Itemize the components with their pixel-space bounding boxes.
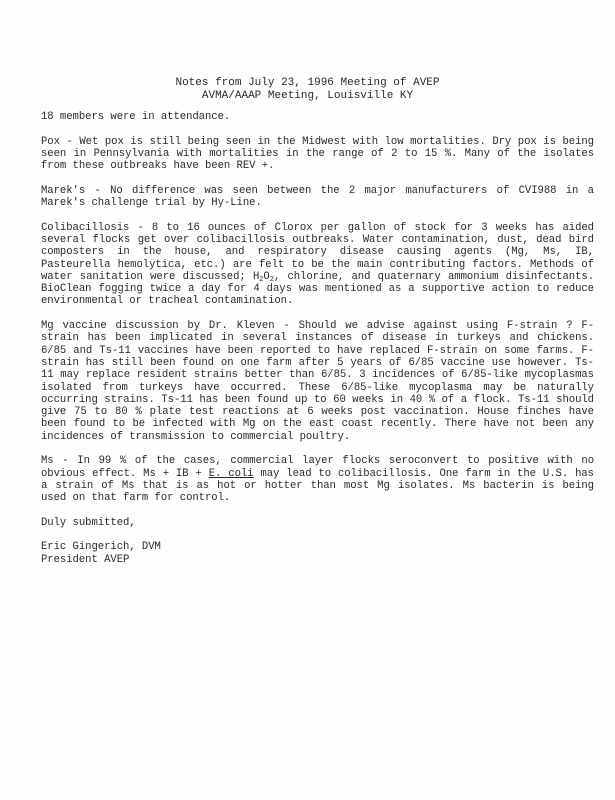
signature-name: Eric Gingerich, DVM (41, 541, 161, 554)
oxygen-symbol: O (263, 270, 270, 283)
attendance-paragraph: 18 members were in attendance. (41, 111, 231, 123)
signature-title: President AVEP (41, 553, 130, 566)
mareks-paragraph: Marek's - No difference was seen between the 2 major manufacturers of CVI988 in a Marek's challenge trial by Hy-Line. (41, 184, 594, 210)
colibacillosis-paragraph (41, 222, 594, 308)
ms-text-2: may lead to colibacillosis. One farm in the U.S. has a strain of Ms that is as hot or hotter than most Mg isolates. Ms bacterin is being used on that farm for control. (41, 467, 594, 505)
pox-paragraph: Pox - Wet pox is still being seen in the Midwest with low mortalities. Dry pox is being seen in Pennsylvania with mortalities in the range of 2 to 15 %. Many of the isolates from these outbreaks have been REV +. (41, 135, 594, 173)
document-body (41, 111, 594, 566)
document-title: Notes from July 23, 1996 Meeting of AVEP (175, 77, 440, 89)
mg-vaccine-paragraph: Mg vaccine discussion by Dr. Kleven - Should we advise against using F-strain ? F-strain has been implicated in several instances of disease in turkeys and chickens. 6/85 and Ts-11 vaccines have been reported to have replaced F-strain on some farms. F-strain has still been found on one farm after 5 years of 6/85 vaccine use however. Ts-11 may replace resident strains better than 6/85. 3 incidences of 6/85-like mycoplasmas isolated from turkeys have occurred. These 6/85-like mycoplasma may be naturally occurring strains. Ts-11 has been found up to 60 weeks in 40 % of a flock. Ts-11 should give 75 to 80 % plate test reactions at 6 weeks post vaccination. House finches have been found to be infected with Mg on the east coast recently. There have not been any incidences of transmission to commercial poultry. (41, 320, 594, 443)
subscript-2: 2 (259, 275, 264, 284)
closing-line: Duly submitted, (41, 516, 136, 529)
document-subtitle: AVMA/AAAP Meeting, Louisville KY (201, 90, 414, 102)
colibacillosis-text-2: , chlorine, and quaternary ammonium disinfectants. BioClean fogging twice a day for 4 days was mentioned as a supportive action to reduce environmental or tracheal contamination. (41, 270, 594, 308)
ms-paragraph (41, 455, 594, 504)
e-coli-underlined: E. coli (208, 467, 254, 480)
ms-text-1: Ms - In 99 % of the cases, commercial layer flocks seroconvert to positive with no obvious effect. Ms + IB + (41, 455, 594, 480)
colibacillosis-text-1: Colibacillosis - 8 to 16 ounces of Clorox per gallon of stock for 3 weeks has aided several flocks get over colibacillosis outbreaks. Water contamination, dust, dead bird composters in the house, and respiratory disease causing agents (Mg, Ms, IB, Pasteurella hemolytica, etc.) are felt to be the main contributing factors. Methods of water sanitation were discussed; H (41, 221, 594, 283)
subscript-2b: 2 (269, 275, 274, 284)
